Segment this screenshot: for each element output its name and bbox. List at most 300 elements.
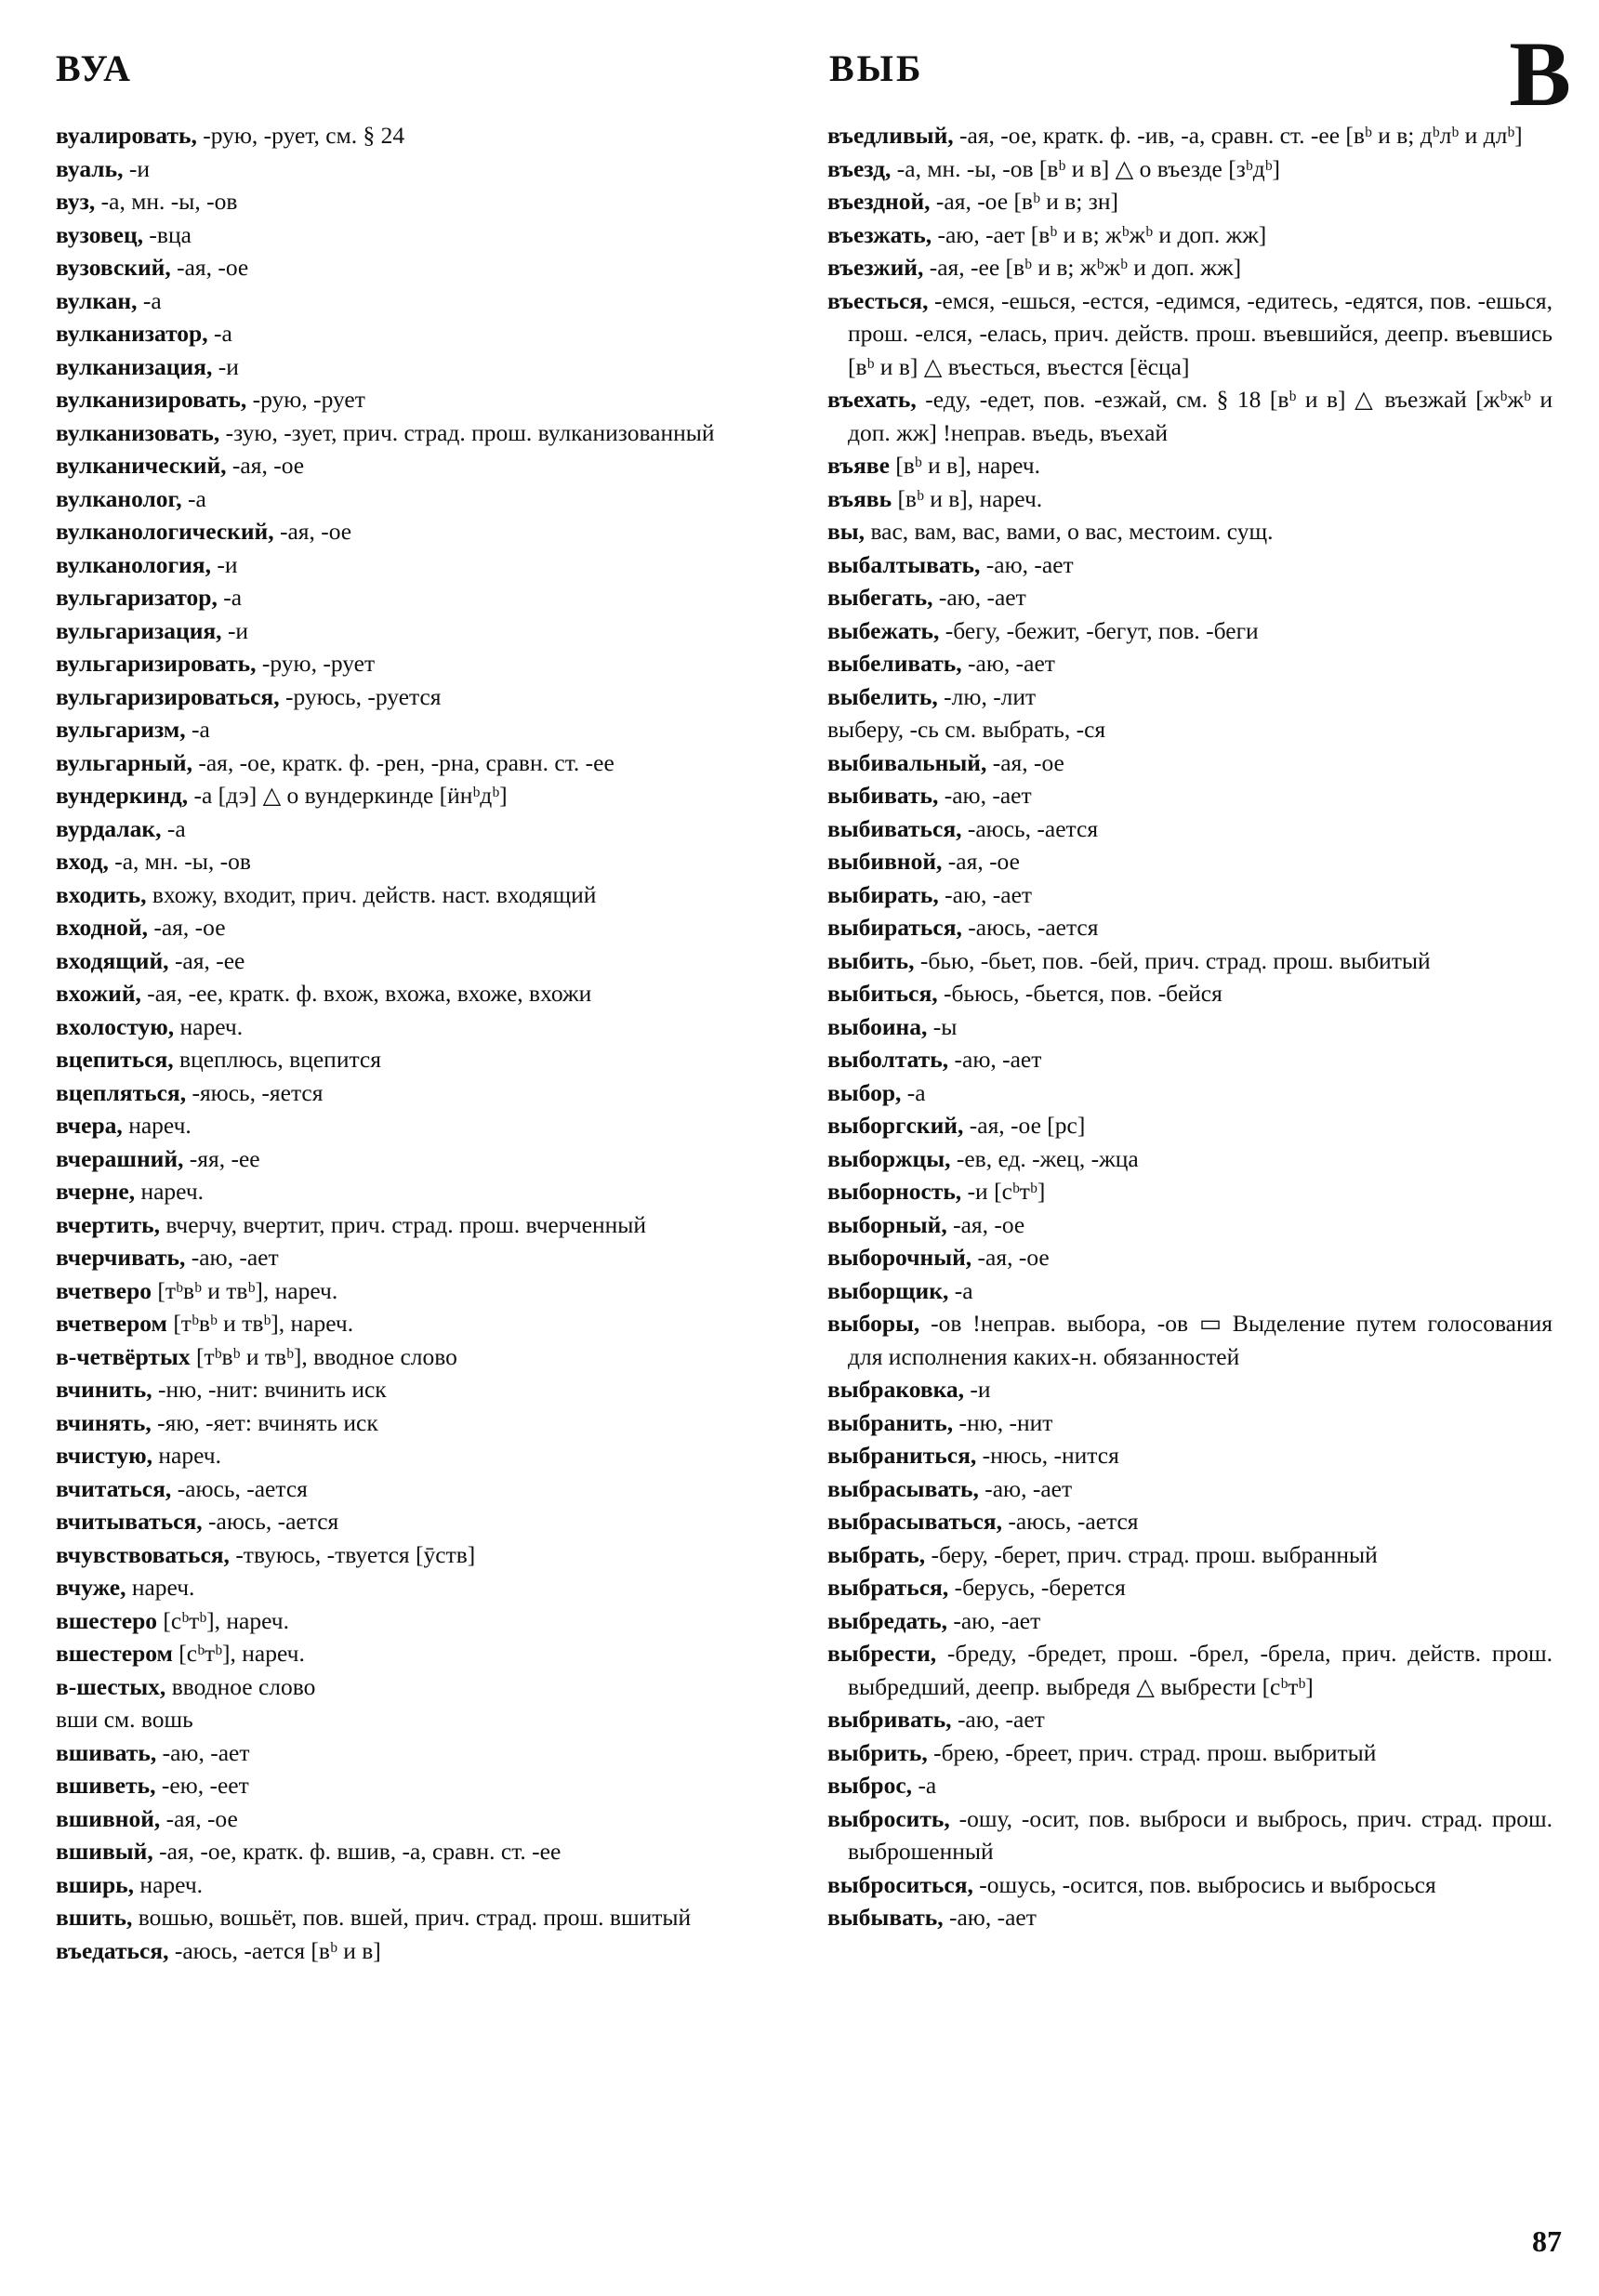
dictionary-entry bbox=[56, 1538, 781, 1572]
left-guide-word: ВУА bbox=[56, 47, 134, 89]
entry-headword: вчувствоваться, bbox=[56, 1540, 230, 1568]
dictionary-entry bbox=[827, 1538, 1553, 1572]
entry-forms: -и [сᵇтᵇ] bbox=[961, 1178, 1046, 1205]
entry-forms: -ошу, -осит, пов. выброси и выбрось, прич. страд. прош. выброшенный bbox=[848, 1804, 1553, 1865]
entry-headword: вшестеро bbox=[56, 1606, 158, 1634]
dictionary-entry bbox=[56, 482, 781, 516]
entry-headword: вульгаризатор, bbox=[56, 584, 218, 611]
dictionary-entry bbox=[56, 581, 781, 614]
dictionary-entry bbox=[56, 845, 781, 878]
entry-forms: [сᵇтᵇ], нареч. bbox=[172, 1640, 305, 1667]
entry-forms: -брею, -бреет, прич. страд. прош. выбритый bbox=[927, 1738, 1377, 1766]
entry-headword: вхожий, bbox=[56, 980, 141, 1007]
entry-headword: выбрасывать, bbox=[827, 1474, 979, 1502]
entry-headword: вчитаться, bbox=[56, 1474, 172, 1502]
dictionary-entry bbox=[56, 1373, 781, 1406]
entry-headword: въяве bbox=[827, 452, 890, 479]
dictionary-entry bbox=[827, 845, 1553, 878]
entry-forms: -твуюсь, -твуется [ӯств] bbox=[229, 1540, 476, 1568]
entry-forms: -ов !неправ. выбора, -ов ▭ Выделение путем голосования для исполнения каких-н. обязанностей bbox=[848, 1310, 1553, 1370]
entry-forms: -аю, -ает bbox=[980, 550, 1074, 578]
entry-headword: выбиться, bbox=[827, 980, 938, 1007]
entry-forms: [вᵇ и в], нареч. bbox=[889, 452, 1040, 479]
entry-headword: входной, bbox=[56, 914, 148, 941]
entry-headword: выбивальный, bbox=[827, 748, 987, 776]
entry-forms: -бьюсь, -бьется, пов. -бейся bbox=[937, 980, 1222, 1007]
dictionary-entry bbox=[56, 1208, 781, 1242]
dictionary-entry bbox=[827, 1703, 1553, 1736]
dictionary-entry bbox=[56, 317, 781, 350]
dictionary-entry bbox=[56, 1142, 781, 1176]
entry-headword: вулканизовать, bbox=[56, 418, 220, 446]
entry-forms: -и bbox=[210, 550, 238, 578]
dictionary-entry bbox=[56, 1076, 781, 1110]
entry-headword: въедаться, bbox=[56, 1936, 169, 1964]
dictionary-entry bbox=[827, 515, 1553, 548]
page-number: 87 bbox=[1532, 2224, 1562, 2258]
entry-forms: -а [дэ] △ о вундеркинде [ӥнᵇдᵇ] bbox=[188, 782, 508, 809]
entry-forms: -аю, -ает bbox=[185, 1244, 279, 1271]
entry-forms: -аюсь, -ается bbox=[961, 914, 1099, 941]
entry-headword: вулканологический, bbox=[56, 518, 274, 545]
dictionary-entry bbox=[827, 614, 1553, 648]
dictionary-entry bbox=[827, 1802, 1553, 1868]
entry-headword: выбранить, bbox=[827, 1408, 954, 1436]
dictionary-entry bbox=[827, 1241, 1553, 1274]
dictionary-entry bbox=[56, 119, 781, 152]
entry-forms: вчерчу, вчертит, прич. страд. прош. вчерченный bbox=[159, 1210, 647, 1238]
entry-headword: вуз, bbox=[56, 188, 96, 215]
dictionary-entry bbox=[56, 1868, 781, 1902]
entry-forms: -а bbox=[137, 286, 162, 314]
dictionary-entry bbox=[56, 284, 781, 318]
entry-forms: -ая, -ое bbox=[170, 254, 249, 281]
entry-headword: вчера, bbox=[56, 1112, 123, 1139]
entry-headword: выбирать, bbox=[827, 880, 939, 908]
entry-forms: -аюсь, -ается [вᵇ и в] bbox=[168, 1936, 381, 1964]
entry-headword: вчерне, bbox=[56, 1178, 136, 1205]
entry-forms: нареч. bbox=[126, 1574, 195, 1601]
entry-forms: -ая, -ое, кратк. ф. вшив, -а, сравн. ст. -ее bbox=[152, 1838, 562, 1865]
dictionary-entry bbox=[827, 944, 1553, 978]
dictionary-entry bbox=[827, 1571, 1553, 1604]
dictionary-entry bbox=[827, 1043, 1553, 1076]
entry-forms: -ая, -ее bbox=[168, 946, 245, 974]
section-letter: В bbox=[1509, 22, 1571, 125]
entry-headword: въезжать, bbox=[827, 220, 932, 248]
entry-forms: -ню, -нит: вчинить иск bbox=[152, 1376, 387, 1403]
entry-forms: -аю, -ает bbox=[156, 1738, 250, 1766]
entry-forms: -бреду, -бредет, прош. -брел, -брела, прич. действ. прош. выбредший, деепр. выбредя △ выбрести [сᵇтᵇ] bbox=[848, 1640, 1553, 1700]
dictionary-entry bbox=[827, 581, 1553, 614]
entry-headword: выборный, bbox=[827, 1210, 947, 1238]
entry-headword: въезд, bbox=[827, 154, 892, 182]
dictionary-entry bbox=[56, 647, 781, 680]
dictionary-entry bbox=[56, 779, 781, 812]
entry-forms: -аю, -ает bbox=[938, 782, 1032, 809]
entry-forms: -руюсь, -руется bbox=[279, 682, 442, 710]
entry-forms: -берусь, -берется bbox=[948, 1574, 1126, 1601]
dictionary-entry bbox=[827, 284, 1553, 384]
entry-forms: вводное слово bbox=[165, 1672, 316, 1700]
dictionary-entry bbox=[827, 1208, 1553, 1242]
entry-forms: -а bbox=[185, 716, 210, 743]
entry-headword: вуаль, bbox=[56, 154, 124, 182]
entry-headword: вульгаризм, bbox=[56, 716, 186, 743]
dictionary-entry bbox=[827, 779, 1553, 812]
entry-headword: вчертить, bbox=[56, 1210, 160, 1238]
entry-forms: вошью, вошьёт, пов. вшей, прич. страд. прош. вшитый bbox=[132, 1904, 692, 1931]
entry-headword: вулканолог, bbox=[56, 484, 182, 512]
dictionary-entry bbox=[56, 746, 781, 780]
dictionary-entry bbox=[827, 1439, 1553, 1472]
entry-headword: вулканический, bbox=[56, 452, 227, 479]
entry-forms: -аю, -ает bbox=[961, 650, 1055, 677]
entry-headword: выбиваться, bbox=[827, 814, 962, 842]
entry-forms: -ая, -ое bbox=[147, 914, 226, 941]
dictionary-entry bbox=[827, 1175, 1553, 1208]
entry-forms: -аюсь, -ается bbox=[1001, 1508, 1139, 1535]
entry-headword: вчетвером bbox=[56, 1310, 167, 1337]
entry-forms: -и bbox=[964, 1376, 991, 1403]
dictionary-entry bbox=[827, 680, 1553, 714]
dictionary-entry bbox=[56, 416, 781, 450]
entry-headword: вульгаризироваться, bbox=[56, 682, 280, 710]
entry-forms: [тᵇвᵇ и твᵇ], нареч. bbox=[166, 1310, 354, 1337]
dictionary-entry bbox=[56, 1901, 781, 1934]
entry-forms: -рую, -рует, см. § 24 bbox=[196, 122, 405, 149]
entry-headword: выбрасываться, bbox=[827, 1508, 1002, 1535]
entry-forms: -вца bbox=[143, 220, 192, 248]
entry-headword: въезжий, bbox=[827, 254, 924, 281]
dictionary-entry bbox=[827, 383, 1553, 449]
dictionary-entry bbox=[827, 152, 1553, 186]
dictionary-entry bbox=[56, 614, 781, 648]
entry-headword: вшивной, bbox=[56, 1804, 161, 1832]
dictionary-entry bbox=[827, 1505, 1553, 1538]
dictionary-entry bbox=[827, 1076, 1553, 1110]
entry-headword: въехать, bbox=[827, 386, 917, 413]
entry-forms: -а bbox=[217, 584, 243, 611]
entry-forms: -ая, -ое [вᵇ и в; зн] bbox=[930, 188, 1118, 215]
entry-headword: вход, bbox=[56, 848, 109, 875]
dictionary-entry bbox=[56, 1472, 781, 1506]
entry-forms: -и bbox=[221, 616, 249, 644]
entry-headword: въездной, bbox=[827, 188, 931, 215]
entry-headword: выбривать, bbox=[827, 1706, 952, 1733]
entry-forms: -аюсь, -ается bbox=[202, 1508, 339, 1535]
entry-headword: выборочный, bbox=[827, 1244, 972, 1271]
dictionary-entry bbox=[56, 1571, 781, 1604]
entry-forms: -и bbox=[123, 154, 150, 182]
entry-forms: нареч. bbox=[122, 1112, 192, 1139]
dictionary-entry bbox=[827, 449, 1553, 482]
entry-headword: выбежать, bbox=[827, 616, 940, 644]
dictionary-entry bbox=[56, 1439, 781, 1472]
dictionary-entry bbox=[56, 812, 781, 846]
dictionary-entry bbox=[827, 878, 1553, 912]
dictionary-entry bbox=[56, 1241, 781, 1274]
dictionary-entry bbox=[56, 1934, 781, 1968]
dictionary-entry bbox=[56, 944, 781, 978]
entry-headword: выбивной, bbox=[827, 848, 943, 875]
dictionary-entry bbox=[827, 812, 1553, 846]
dictionary-entry bbox=[827, 218, 1553, 252]
entry-headword: выбалтывать, bbox=[827, 550, 981, 578]
entry-forms: -яюсь, -яется bbox=[186, 1078, 324, 1106]
dictionary-entry bbox=[56, 515, 781, 548]
entry-headword: вурдалак, bbox=[56, 814, 162, 842]
dictionary-entry bbox=[827, 251, 1553, 284]
dictionary-entry bbox=[827, 1406, 1553, 1440]
entry-forms: -а bbox=[912, 1772, 937, 1799]
entry-forms: нареч. bbox=[134, 1870, 204, 1898]
dictionary-entry bbox=[827, 1274, 1553, 1308]
entry-headword: выбить, bbox=[827, 946, 915, 974]
entry-headword: выброситься, bbox=[827, 1870, 973, 1898]
dictionary-entry bbox=[56, 680, 781, 714]
dictionary-entry bbox=[56, 383, 781, 416]
entry-forms: -а, мн. -ы, -ов bbox=[95, 188, 238, 215]
dictionary-entry bbox=[56, 1835, 781, 1868]
entry-headword: в-четвёртых bbox=[56, 1342, 191, 1370]
dictionary-entry bbox=[56, 1340, 781, 1374]
entry-forms: -еду, -едет, пов. -езжай, см. § 18 [вᵇ и в] △ въезжай [жᵇжᵇ и доп. жж] !неправ. въедь, въехай bbox=[848, 386, 1553, 446]
entry-forms: [вᵇ и в], нареч. bbox=[892, 484, 1043, 512]
entry-headword: выбраковка, bbox=[827, 1376, 965, 1403]
right-column bbox=[827, 119, 1553, 1934]
dictionary-entry bbox=[56, 1670, 781, 1704]
dictionary-entry bbox=[56, 1274, 781, 1308]
entry-headword: вчинить, bbox=[56, 1376, 152, 1403]
entry-headword: въявь bbox=[827, 484, 892, 512]
entry-headword: выбелить, bbox=[827, 682, 938, 710]
entry-forms: -аюсь, -ается bbox=[171, 1474, 308, 1502]
entry-headword: выбросить, bbox=[827, 1804, 950, 1832]
dictionary-entry bbox=[827, 548, 1553, 582]
dictionary-entry bbox=[827, 1472, 1553, 1506]
entry-forms: -бью, -бьет, пов. -бей, прич. страд. прош. выбитый bbox=[914, 946, 1431, 974]
entry-headword: вулканизатор, bbox=[56, 320, 208, 347]
entry-forms: -нюсь, -нится bbox=[976, 1442, 1119, 1469]
dictionary-entry bbox=[56, 251, 781, 284]
entry-forms: [сᵇтᵇ], нареч. bbox=[157, 1606, 289, 1634]
entry-headword: вульгаризировать, bbox=[56, 650, 257, 677]
dictionary-entry bbox=[827, 1604, 1553, 1638]
entry-forms: -ая, -ое bbox=[226, 452, 305, 479]
entry-forms: -аю, -ает bbox=[951, 1706, 1045, 1733]
entry-headword: входящий, bbox=[56, 946, 169, 974]
dictionary-entry bbox=[56, 350, 781, 384]
entry-headword: выбегать, bbox=[827, 584, 933, 611]
entry-headword: выборность, bbox=[827, 1178, 962, 1205]
entry-forms: -аюсь, -ается bbox=[961, 814, 1099, 842]
entry-headword: вчистую, bbox=[56, 1442, 152, 1469]
entry-forms: -бегу, -бежит, -бегут, пов. -беги bbox=[939, 616, 1259, 644]
entry-headword: входить, bbox=[56, 880, 147, 908]
entry-forms: -ая, -ое, кратк. ф. -рен, -рна, сравн. ст. -ее bbox=[192, 748, 614, 776]
entry-forms: -ая, -ое bbox=[273, 518, 352, 545]
entry-forms: -ею, -еет bbox=[155, 1772, 249, 1799]
entry-forms: [тᵇвᵇ и твᵇ], вводное слово bbox=[190, 1342, 457, 1370]
dictionary-entry bbox=[56, 1505, 781, 1538]
entry-forms: -ая, -ое bbox=[942, 848, 1020, 875]
dictionary-entry bbox=[56, 218, 781, 252]
dictionary-entry bbox=[56, 1043, 781, 1076]
entry-forms: -рую, -рует bbox=[246, 386, 365, 413]
entry-forms: -зую, -зует, прич. страд. прош. вулканизованный bbox=[219, 418, 715, 446]
entry-headword: выборы, bbox=[827, 1310, 920, 1337]
dictionary-entry bbox=[56, 1769, 781, 1802]
entry-headword: выборжцы, bbox=[827, 1144, 951, 1172]
entry-headword: выболтать, bbox=[827, 1046, 949, 1073]
entry-forms: -аю, -ает bbox=[943, 1904, 1037, 1931]
entry-headword: выбор, bbox=[827, 1078, 902, 1106]
dictionary-entry bbox=[56, 152, 781, 186]
entry-forms: -емся, -ешься, -естся, -едимся, -едитесь, -едятся, пов. -ешься, прош. -елся, -елась, прич. действ. прош. въевшийся, деепр. въевшись [вᵇ и в] △ въесться, въестся [ёсца] bbox=[848, 286, 1553, 380]
entry-headword: выбоина, bbox=[827, 1012, 928, 1040]
dictionary-entry bbox=[56, 1703, 781, 1736]
entry-headword: вшивый, bbox=[56, 1838, 153, 1865]
entry-headword: вундеркинд, bbox=[56, 782, 189, 809]
entry-forms: -ая, -ое [рс] bbox=[963, 1112, 1086, 1139]
dictionary-entry bbox=[827, 911, 1553, 944]
entry-headword: вширь, bbox=[56, 1870, 135, 1898]
left-column bbox=[56, 119, 781, 1967]
dictionary-entry bbox=[56, 911, 781, 944]
entry-headword: вцепляться, bbox=[56, 1078, 187, 1106]
entry-headword: вулканизировать, bbox=[56, 386, 247, 413]
dictionary-entry bbox=[56, 548, 781, 582]
entry-forms: -аю, -ает bbox=[932, 584, 1026, 611]
dictionary-entry bbox=[827, 647, 1553, 680]
entry-headword: выбрать, bbox=[827, 1540, 926, 1568]
entry-forms: -аю, -ает [вᵇ и в; жᵇжᵇ и доп. жж] bbox=[932, 220, 1267, 248]
dictionary-entry bbox=[827, 1142, 1553, 1176]
entry-forms: -а bbox=[181, 484, 206, 512]
dictionary-entry bbox=[56, 1109, 781, 1142]
entry-forms: -ая, -ое, кратк. ф. -ив, -а, сравн. ст. -ее [вᵇ и в; дᵇлᵇ и длᵇ] bbox=[953, 122, 1523, 149]
entry-headword: вузовец, bbox=[56, 220, 144, 248]
dictionary-entry bbox=[827, 119, 1553, 152]
dictionary-entry bbox=[827, 746, 1553, 780]
entry-forms: -ы bbox=[927, 1012, 958, 1040]
entry-headword: выбрить, bbox=[827, 1738, 928, 1766]
entry-headword: въесться, bbox=[827, 286, 929, 314]
dictionary-entry bbox=[827, 1769, 1553, 1802]
entry-headword: выбраниться, bbox=[827, 1442, 977, 1469]
dictionary-entry bbox=[56, 1736, 781, 1770]
entry-headword: вульгаризация, bbox=[56, 616, 222, 644]
entry-headword: в-шестых, bbox=[56, 1672, 166, 1700]
entry-forms: нареч. bbox=[152, 1442, 221, 1469]
entry-headword: вчерчивать, bbox=[56, 1244, 186, 1271]
entry-headword: вшивать, bbox=[56, 1738, 157, 1766]
entry-headword: вуалировать, bbox=[56, 122, 197, 149]
entry-headword: вульгарный, bbox=[56, 748, 192, 776]
entry-forms: выберу, -сь см. выбрать, -ся bbox=[827, 716, 1106, 743]
entry-headword: вхолостую, bbox=[56, 1012, 175, 1040]
entry-forms: -а, мн. -ы, -ов bbox=[108, 848, 251, 875]
entry-forms: -ню, -нит bbox=[953, 1408, 1053, 1436]
entry-headword: вы, bbox=[827, 518, 866, 545]
entry-headword: вшиветь, bbox=[56, 1772, 156, 1799]
entry-forms: нареч. bbox=[174, 1012, 244, 1040]
right-guide-word: ВЫБ bbox=[829, 47, 924, 89]
dictionary-entry bbox=[827, 1373, 1553, 1406]
entry-headword: вчерашний, bbox=[56, 1144, 184, 1172]
entry-forms: -яю, -яет: вчинять иск bbox=[151, 1408, 378, 1436]
dictionary-entry bbox=[56, 1175, 781, 1208]
entry-headword: выбредать, bbox=[827, 1606, 947, 1634]
dictionary-entry bbox=[827, 1109, 1553, 1142]
entry-forms: -ая, -ее [вᵇ и в; жᵇжᵇ и доп. жж] bbox=[923, 254, 1242, 281]
entry-headword: вулкан, bbox=[56, 286, 138, 314]
entry-forms: -ая, -ое bbox=[986, 748, 1064, 776]
entry-forms: -аю, -ает bbox=[938, 880, 1033, 908]
entry-forms: -лю, -лит bbox=[937, 682, 1037, 710]
entry-forms: -а bbox=[901, 1078, 926, 1106]
dictionary-entry bbox=[827, 713, 1553, 746]
entry-headword: вулканология, bbox=[56, 550, 211, 578]
entry-forms: -аю, -ает bbox=[946, 1606, 1041, 1634]
dictionary-entry bbox=[827, 482, 1553, 516]
entry-headword: вшить, bbox=[56, 1904, 133, 1931]
dictionary-entry bbox=[56, 185, 781, 218]
entry-headword: вшестером bbox=[56, 1640, 173, 1667]
entry-forms: вхожу, входит, прич. действ. наст. входящий bbox=[146, 880, 597, 908]
dictionary-entry bbox=[827, 1010, 1553, 1044]
entry-forms: вас, вам, вас, вами, о вас, местоим. сущ. bbox=[865, 518, 1274, 545]
dictionary-entry bbox=[56, 713, 781, 746]
dictionary-entry bbox=[827, 1637, 1553, 1703]
entry-headword: выбеливать, bbox=[827, 650, 962, 677]
entry-forms: -а bbox=[207, 320, 232, 347]
entry-headword: вчетверо bbox=[56, 1276, 152, 1304]
entry-forms: -аю, -ает bbox=[948, 1046, 1042, 1073]
entry-forms: -и bbox=[212, 352, 239, 380]
entry-forms: -аю, -ает bbox=[978, 1474, 1073, 1502]
dictionary-entry bbox=[56, 1802, 781, 1836]
entry-forms: -рую, -рует bbox=[256, 650, 376, 677]
entry-forms: вцеплюсь, вцепится bbox=[173, 1046, 381, 1073]
dictionary-entry bbox=[56, 1406, 781, 1440]
entry-headword: вчуже, bbox=[56, 1574, 126, 1601]
dictionary-entry bbox=[56, 1604, 781, 1638]
dictionary-entry bbox=[56, 977, 781, 1010]
entry-headword: выборгский, bbox=[827, 1112, 964, 1139]
dictionary-entry bbox=[56, 1010, 781, 1044]
entry-headword: въедливый, bbox=[827, 122, 954, 149]
entry-headword: выбраться, bbox=[827, 1574, 949, 1601]
entry-forms: -ая, -ое bbox=[160, 1804, 238, 1832]
entry-forms: -ая, -ее, кратк. ф. вхож, вхожа, вхоже, вхожи bbox=[140, 980, 592, 1007]
dictionary-entry bbox=[827, 1307, 1553, 1373]
entry-forms: [тᵇвᵇ и твᵇ], нареч. bbox=[152, 1276, 338, 1304]
entry-forms: -яя, -ее bbox=[183, 1144, 260, 1172]
entry-forms: -а, мн. -ы, -ов [вᵇ и в] △ о въезде [зᵇдᵇ] bbox=[891, 154, 1281, 182]
entry-forms: -ая, -ое bbox=[946, 1210, 1025, 1238]
entry-forms: -а bbox=[161, 814, 186, 842]
dictionary-entry bbox=[56, 1637, 781, 1670]
dictionary-entry bbox=[56, 449, 781, 482]
entry-forms: вши см. вошь bbox=[56, 1706, 193, 1733]
entry-headword: выбывать, bbox=[827, 1904, 944, 1931]
entry-headword: вчитываться, bbox=[56, 1508, 203, 1535]
dictionary-entry bbox=[827, 1868, 1553, 1902]
entry-headword: выбираться, bbox=[827, 914, 962, 941]
entry-forms: -ев, ед. -жец, -жца bbox=[950, 1144, 1139, 1172]
